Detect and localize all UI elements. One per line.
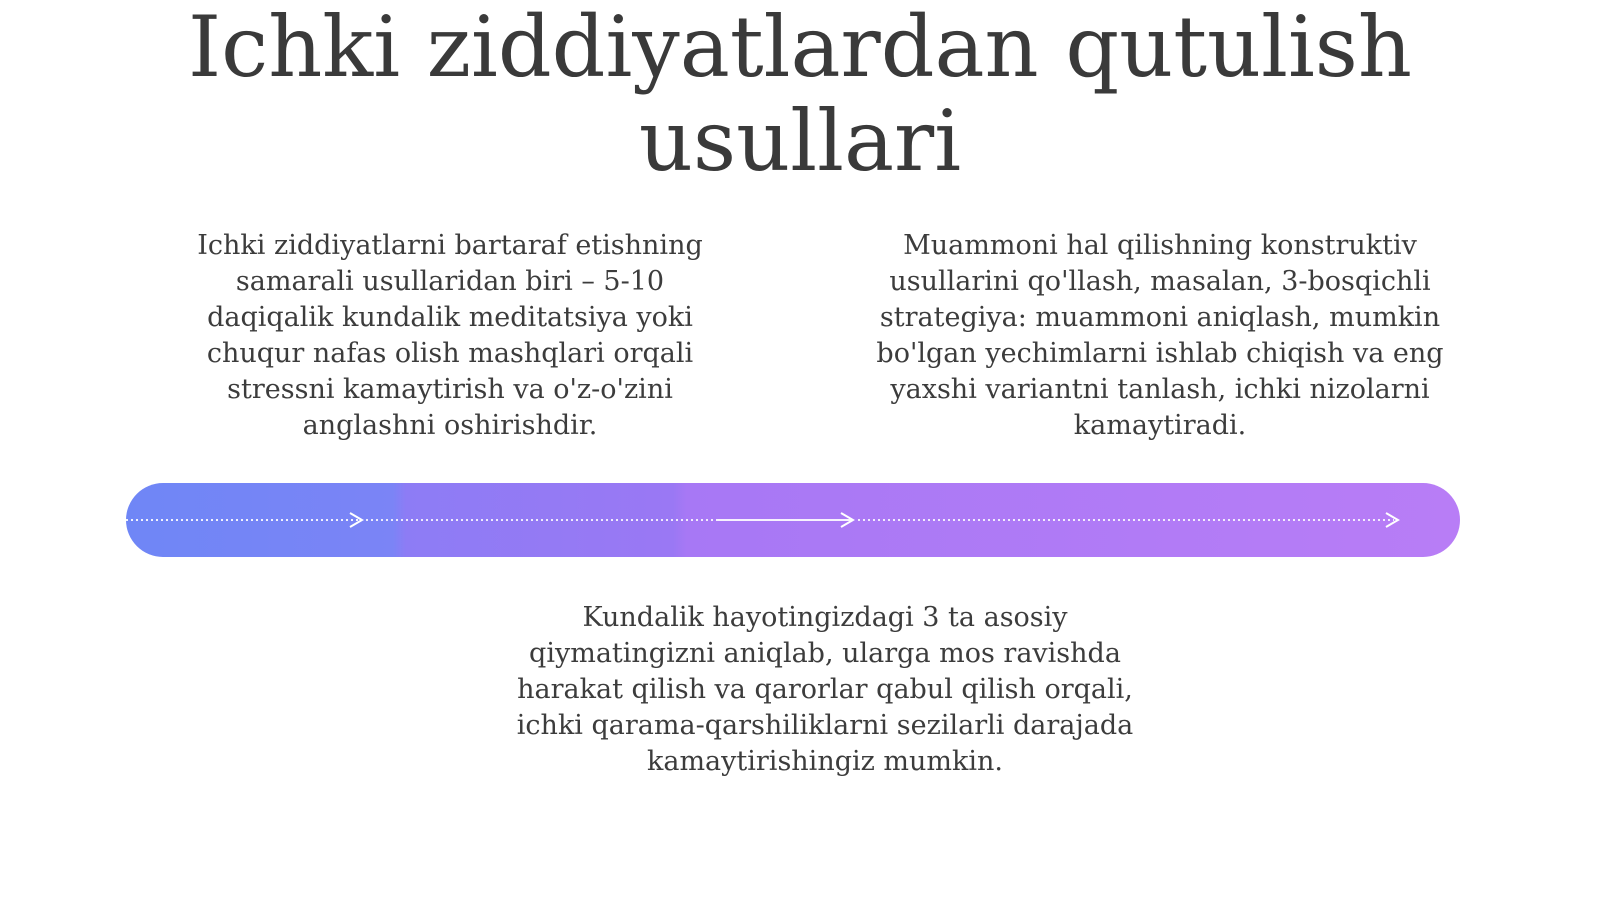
timeline-graphic <box>126 483 1460 557</box>
timeline-bar <box>126 483 1460 557</box>
text-block-bottom: Kundalik hayotingizdagi 3 ta asosiy qiymatingizni aniqlab, ularga mos ravishda harakat qilish va qarorlar qabul qilish orqali, ichki qarama-qarshiliklarni sezilarli darajada kamaytirishingiz mumkin. <box>516 602 1134 777</box>
text-block-right: Muammoni hal qilishning konstruktiv usullarini qo'llash, masalan, 3-bosqichli strategiya: muammoni aniqlash, mumkin bo'lgan yechimlarni ishlab chiqish va eng yaxshi variantni tanlash, ichki nizolarni kamaytiradi. <box>876 230 1444 441</box>
text-block-left: Ichki ziddiyatlarni bartaraf etishning samarali usullaridan biri – 5-10 daqiqalik kundalik meditatsiya yoki chuqur nafas olish mashqlari orqali stressni kamaytirish va o'z-o'zini anglashni oshirishdir. <box>197 230 703 441</box>
slide-title: Ichki ziddiyatlardan qutulish usullari <box>187 0 1413 190</box>
